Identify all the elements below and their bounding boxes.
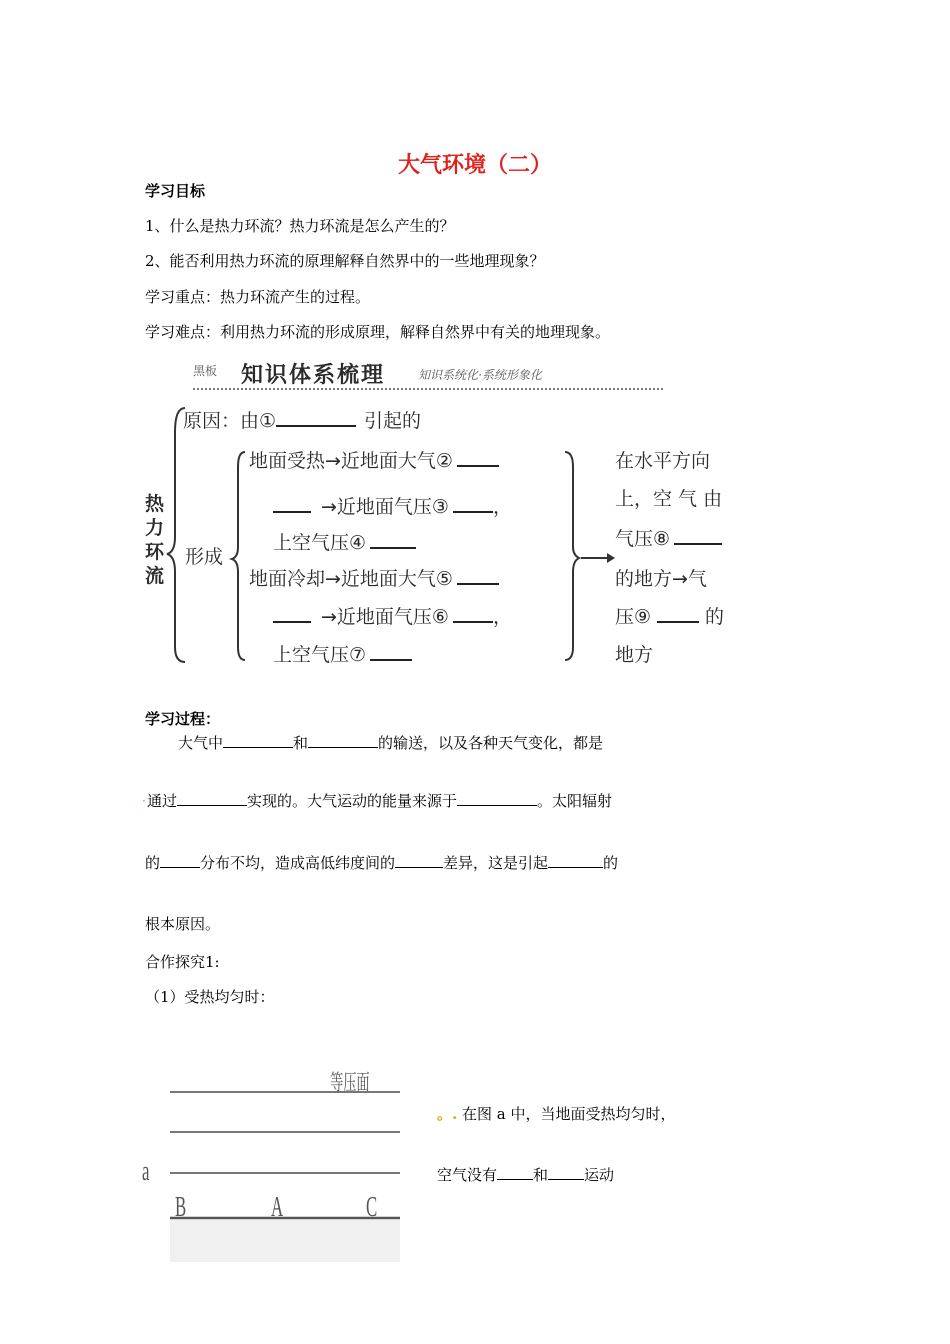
process-line-2-b: 实现的。大气运动的能量来源于 xyxy=(247,792,458,810)
study-focus: 学习重点：热力环流产生的过程。 xyxy=(145,288,371,306)
figure-label-a: a xyxy=(142,1156,150,1187)
fill-blank[interactable] xyxy=(223,733,293,748)
figure-description-2 xyxy=(437,1164,614,1185)
result-line-2: 上，空 气 由 xyxy=(615,488,723,510)
isobar-label: 等压面 xyxy=(330,1071,370,1096)
blank-5 xyxy=(457,567,499,585)
blackboard-icon: 黑板 xyxy=(193,364,218,378)
result-line-5 xyxy=(615,602,724,629)
case-uniform-heating: （1）受热均匀时： xyxy=(145,988,275,1006)
result-line-1: 在水平方向 xyxy=(615,450,711,472)
dots-decoration: 。. xyxy=(437,1105,458,1123)
blank-cool-lead xyxy=(273,605,311,623)
point-c-label: C xyxy=(366,1192,378,1223)
process-line-1 xyxy=(178,732,603,753)
cool-row-2: →近地面气压⑥ ， xyxy=(273,602,512,629)
knowledge-banner-subtitle: 知识系统化·系统形象化 xyxy=(418,368,542,382)
blank-3 xyxy=(453,495,493,513)
heat-row-3 xyxy=(273,528,416,555)
cooperative-inquiry: 合作探究1: xyxy=(145,953,220,971)
figure-a xyxy=(138,1060,418,1270)
blank-9 xyxy=(657,605,699,623)
blank-4 xyxy=(370,531,416,549)
process-line-3-a: 的 xyxy=(145,854,161,872)
goal-item-2: 2、能否利用热力环流的原理解释自然界中的一些地理现象？ xyxy=(145,252,545,270)
process-line-3-d: 的 xyxy=(603,854,619,872)
heat-row-2-text: →近地面气压③ xyxy=(321,496,449,518)
fill-blank[interactable] xyxy=(497,1165,533,1180)
process-line-4: 根本原因。 xyxy=(145,915,221,933)
heat-row-1-text: 地面受热→近地面大气② xyxy=(249,450,453,472)
page-title: 大气环境（二） xyxy=(397,153,552,178)
result-line-3-text: 气压⑧ xyxy=(615,528,671,550)
figure-description-1-text: 在图 a 中，当地面受热均匀时， xyxy=(462,1105,676,1123)
process-heading: 学习过程： xyxy=(145,710,221,728)
cool-row-1 xyxy=(249,564,499,591)
fill-blank[interactable] xyxy=(160,853,200,868)
heat-row-2: →近地面气压③ ， xyxy=(273,492,512,519)
heat-row-1 xyxy=(249,446,499,473)
formation-label: 形成 xyxy=(185,546,224,568)
goals-heading: 学习目标 xyxy=(145,182,206,200)
fill-blank[interactable] xyxy=(308,733,378,748)
fill-blank[interactable] xyxy=(548,1165,584,1180)
thermal-circulation-root: 热力环流 xyxy=(145,493,165,587)
knowledge-diagram xyxy=(145,352,760,672)
result-line-6: 地方 xyxy=(615,644,654,666)
figure-description-2-c: 运动 xyxy=(584,1166,615,1184)
process-line-3 xyxy=(145,852,618,873)
cause-row xyxy=(183,406,421,433)
process-line-3-b: 分布不均，造成高低纬度间的 xyxy=(200,854,396,872)
figure-description-2-b: 和 xyxy=(533,1166,549,1184)
fill-blank[interactable] xyxy=(177,791,247,806)
cool-row-2-text: →近地面气压⑥ xyxy=(321,606,449,628)
blank-8 xyxy=(674,527,722,545)
figure-description-1 xyxy=(437,1103,676,1124)
process-line-2-a: 通过 xyxy=(147,792,178,810)
blank-1 xyxy=(276,409,356,427)
result-line-4: 的地方→气 xyxy=(615,568,707,590)
process-line-2 xyxy=(147,790,612,811)
process-line-3-c: 差异，这是引起 xyxy=(443,854,549,872)
study-difficulty: 学习难点：利用热力环流的形成原理，解释自然界中有关的地理现象。 xyxy=(145,323,611,341)
point-a-label: A xyxy=(271,1192,284,1223)
fill-blank[interactable] xyxy=(457,791,537,806)
yellow-dot-icon: · xyxy=(142,794,146,808)
figure-description-2-a: 空气没有 xyxy=(437,1166,498,1184)
isobar-diagram xyxy=(138,1060,418,1270)
cool-row-1-text: 地面冷却→近地面大气⑤ xyxy=(249,568,453,590)
process-line-2-c: 。太阳辐射 xyxy=(537,792,613,810)
heat-row-3-text: 上空气压④ xyxy=(273,532,367,554)
result-line-3 xyxy=(615,524,722,551)
blank-2 xyxy=(457,449,499,467)
process-line-1-c: 的输送，以及各种天气变化，都是 xyxy=(378,734,604,752)
cool-row-3-text: 上空气压⑦ xyxy=(273,644,367,666)
blank-7 xyxy=(370,643,412,661)
result-line-5-text: 压⑨ xyxy=(615,606,652,628)
knowledge-banner-title: 知识体系梳理 xyxy=(241,363,386,388)
fill-blank[interactable] xyxy=(548,853,603,868)
point-b-label: B xyxy=(175,1192,187,1223)
cause-label: 原因：由① xyxy=(183,410,277,432)
blank-heat-lead xyxy=(273,495,311,513)
process-line-1-b: 和 xyxy=(293,734,309,752)
result-line-5-tail: 的 xyxy=(705,606,725,628)
cool-row-3 xyxy=(273,640,412,667)
process-line-1-a: 大气中 xyxy=(178,734,224,752)
goal-item-1: 1、什么是热力环流？热力环流是怎么产生的？ xyxy=(145,217,455,235)
cause-tail: 引起的 xyxy=(364,410,422,432)
fill-blank[interactable] xyxy=(395,853,443,868)
blank-6 xyxy=(453,605,493,623)
